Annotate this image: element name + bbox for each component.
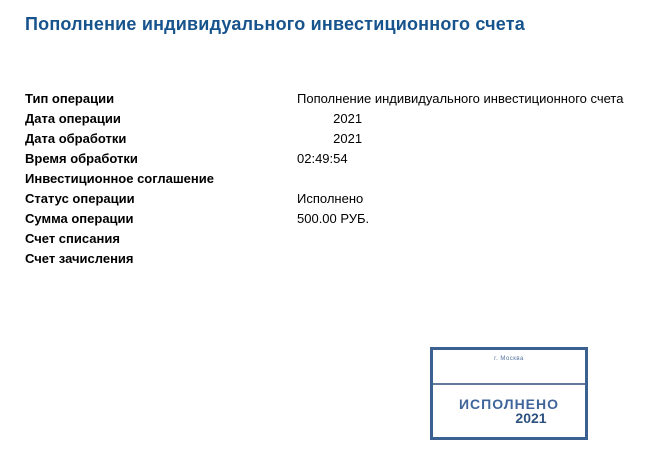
detail-label: Счет списания [25, 231, 120, 246]
detail-row-operation-amount [25, 209, 640, 229]
detail-row-operation-status [25, 189, 640, 209]
detail-value: 500.00 РУБ. [297, 211, 370, 226]
detail-value: 2021 [297, 131, 363, 146]
page-title: Пополнение индивидуального инвестиционного счета [25, 14, 525, 34]
detail-value: 2021 [297, 111, 363, 126]
stamp-year: 2021 [515, 410, 547, 426]
operation-details [25, 89, 640, 269]
detail-row-operation-type [25, 89, 640, 109]
detail-row-operation-date [25, 109, 640, 129]
detail-row-debit-account [25, 229, 640, 249]
detail-label: Счет зачисления [25, 251, 134, 266]
detail-value: Исполнено [297, 191, 364, 206]
detail-row-processing-date [25, 129, 640, 149]
detail-label: Сумма операции [25, 211, 134, 226]
detail-label: Время обработки [25, 151, 138, 166]
detail-row-investment-agreement [25, 169, 640, 189]
detail-value: 02:49:54 [297, 151, 348, 166]
stamp-status: ИСПОЛНЕНО [458, 396, 560, 412]
detail-label: Тип операции [25, 91, 115, 106]
detail-label: Инвестиционное соглашение [25, 171, 214, 186]
detail-value: Пополнение индивидуального инвестиционного счета [297, 91, 624, 106]
detail-label: Статус операции [25, 191, 135, 206]
detail-row-processing-time [25, 149, 640, 169]
executed-stamp [430, 347, 588, 440]
detail-row-credit-account [25, 249, 640, 269]
detail-label: Дата обработки [25, 131, 127, 146]
stamp-city-section [433, 350, 585, 385]
stamp-city: г. Москва [494, 356, 524, 362]
stamp-status-section [433, 385, 585, 435]
detail-label: Дата операции [25, 111, 121, 126]
